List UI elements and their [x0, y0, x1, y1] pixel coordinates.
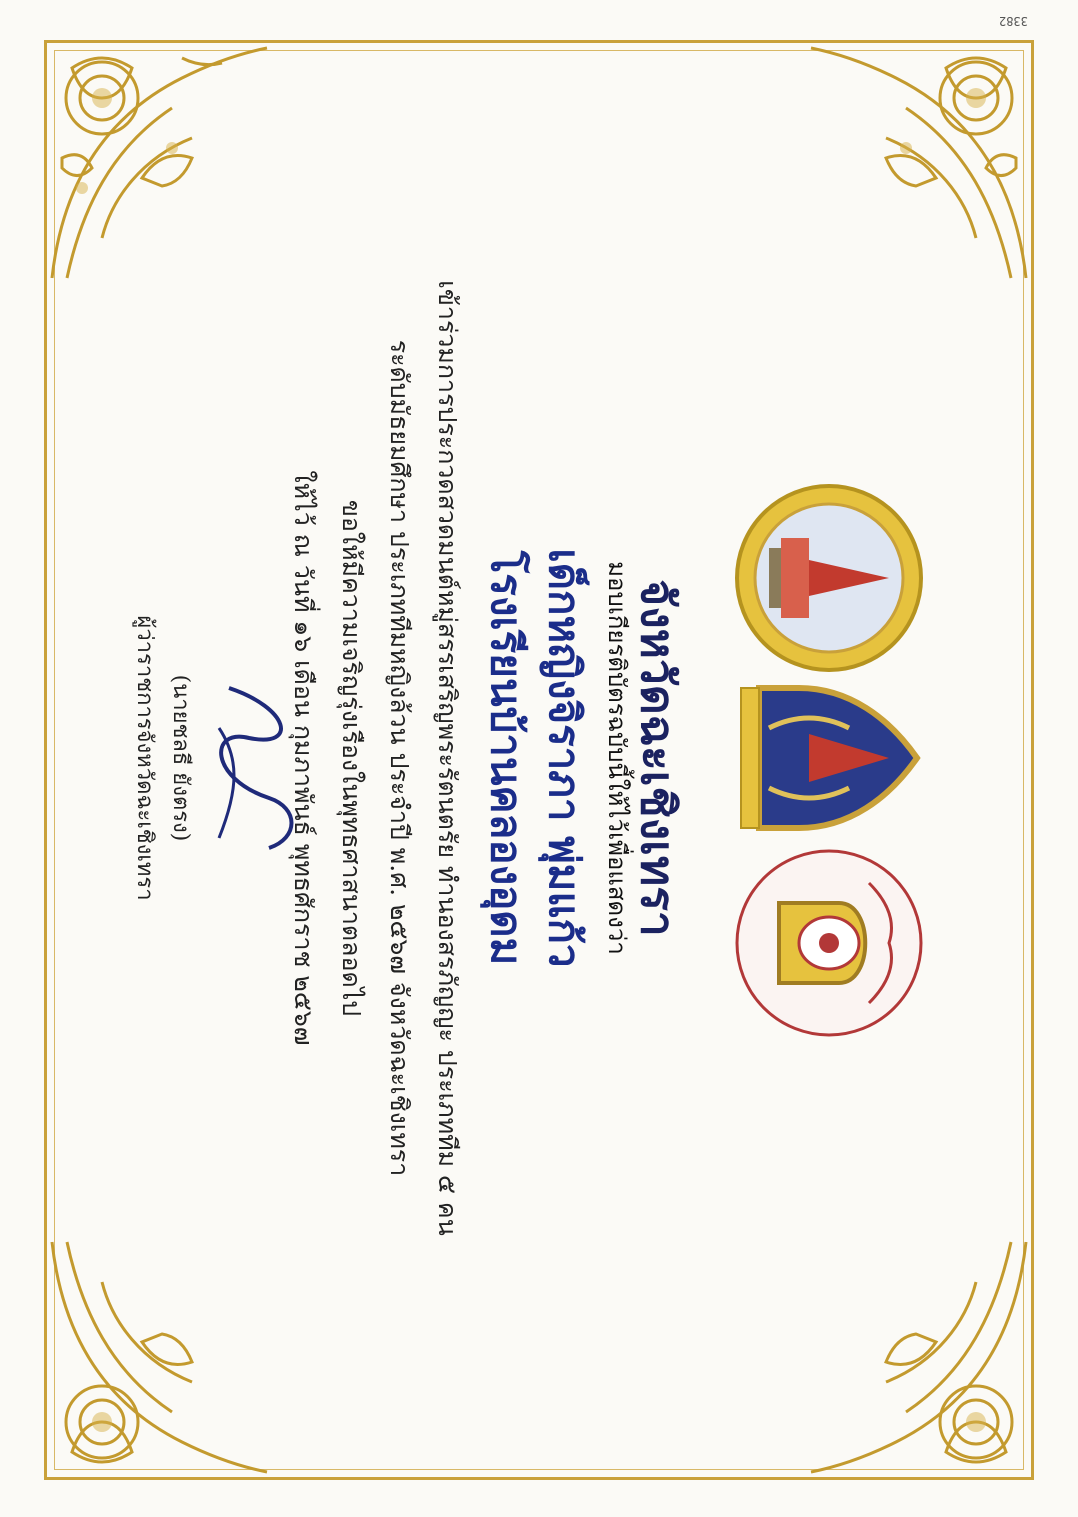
- certificate-body-line: ระดับมัธยมศึกษา ประเภททีมหญิงล้วน ประจำปี พ.ศ. ๒๕๖๗ จังหวัดฉะเชิงเทรา: [385, 339, 414, 1177]
- signature-icon: [189, 668, 309, 868]
- ministry-emblem-icon: [729, 658, 929, 858]
- recipient-name: เด็กหญิงจิราภา พุ่มแก้ว: [540, 548, 589, 968]
- provincial-seal-icon: [729, 843, 929, 1043]
- certificate-body-line: ขอให้มีความเจริญรุ่งเรืองในพุทธศาสนาตลอดไป: [337, 499, 366, 1017]
- certificate-subtitle: มอบเกียรติบัตรฉบับนี้ให้ไว้เพื่อแสดงว่า: [603, 561, 631, 955]
- phra-vihara-seal-icon: [729, 478, 929, 678]
- certificate-content: [129, 108, 949, 1408]
- signer-title: ผู้ว่าราชการจังหวัดฉะเชิงเทรา: [132, 615, 157, 901]
- certificate-body-line: เข้าร่วมการประกวดสวดมนต์หมู่สรรเสริญพระรัตนตรัย ทำนองสรภัญญะ ประเภททีม ๕ คน: [433, 280, 462, 1236]
- signer-name: (นายชลธี ยังตรง): [168, 674, 193, 842]
- certificate-date-line: ให้ไว้ ณ วันที่ ๑๖ เดือน กุมภาพันธ์ พุทธศักราช ๒๕๖๗: [289, 470, 318, 1046]
- logo-row: [709, 108, 939, 1408]
- certificate-issuer: จังหวัดฉะเชิงเทรา: [631, 579, 685, 937]
- recipient-school: โรงเรียนบ้านคลองอุดม: [482, 550, 531, 966]
- serial-number: 3382: [999, 14, 1028, 28]
